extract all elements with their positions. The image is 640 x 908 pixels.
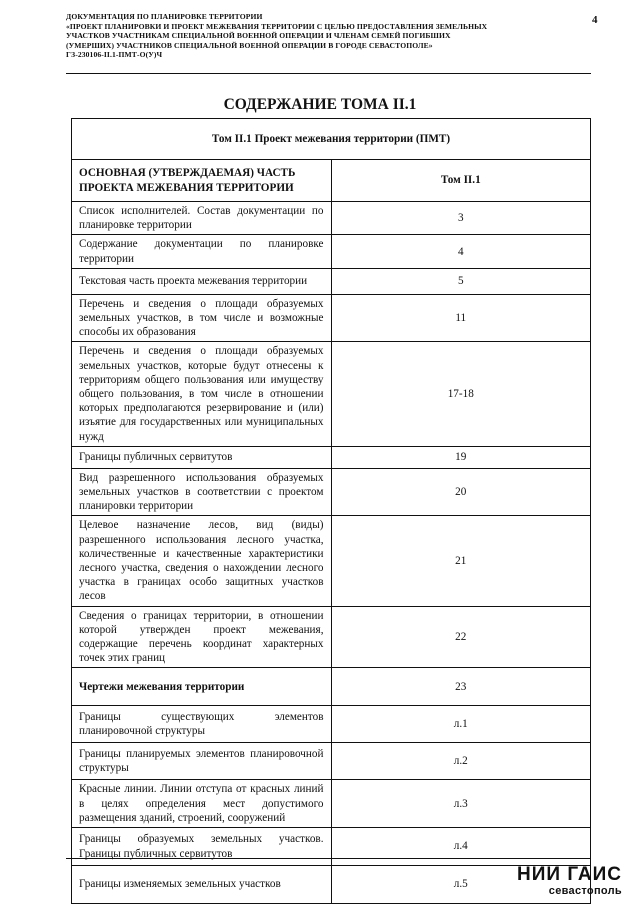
document-code: ГЗ-230106-II.1-ПМТ-О(У)Ч (66, 50, 163, 60)
table-row (72, 202, 591, 235)
column-header: Том II.1 (331, 160, 591, 202)
document-header (66, 12, 586, 60)
table-row (72, 516, 591, 606)
table-row (72, 294, 591, 342)
volume-title: Том II.1 Проект межевания территории (ПМТ) (72, 119, 591, 160)
section-header-row (72, 160, 591, 202)
row-value: 5 (331, 268, 591, 294)
row-text: Границы публичных сервитутов (72, 446, 332, 468)
row-value: л.1 (331, 706, 591, 743)
header-line: ДОКУМЕНТАЦИЯ ПО ПЛАНИРОВКЕ ТЕРРИТОРИИ (66, 12, 263, 21)
row-value: 22 (331, 606, 591, 668)
table-row (72, 606, 591, 668)
row-value: л.5 (331, 866, 591, 904)
row-value: л.3 (331, 780, 591, 828)
row-text: Вид разрешенного использования образуемых земельных участков в соответствии с проектом планировки территории (72, 468, 332, 516)
row-value: 11 (331, 294, 591, 342)
header-line: УЧАСТКОВ УЧАСТНИКАМ СПЕЦИАЛЬНОЙ ВОЕННОЙ ОПЕРАЦИИ И ЧЛЕНАМ СЕМЕЙ ПОГИБШИХ (66, 31, 451, 41)
row-text: Границы образуемых земельных участков. Границы публичных сервитутов (72, 828, 332, 866)
row-text: Границы изменяемых земельных участков (72, 866, 332, 904)
row-value: 17-18 (331, 342, 591, 446)
company-logo (490, 864, 622, 897)
table-row (72, 468, 591, 516)
row-text: Границы существующих элементов планировочной структуры (72, 706, 332, 743)
section-header-line: ПРОЕКТА МЕЖЕВАНИЯ ТЕРРИТОРИИ (79, 181, 294, 194)
row-value: 3 (331, 202, 591, 235)
row-text: Текстовая часть проекта межевания территории (72, 268, 332, 294)
row-text: Перечень и сведения о площади образуемых земельных участков, в том числе и возможные способы их образования (72, 294, 332, 342)
row-value: 23 (331, 668, 591, 706)
page-title: СОДЕРЖАНИЕ ТОМА II.1 (223, 96, 417, 113)
contents-table (71, 118, 591, 904)
section-header (72, 160, 332, 202)
row-text: Красные линии. Линии отступа от красных линий в целях определения мест допустимого размещения зданий, строений, сооружений (72, 780, 332, 828)
drawings-section-title: Чертежи межевания территории (72, 668, 332, 706)
row-value: 19 (331, 446, 591, 468)
row-text: Перечень и сведения о площади образуемых земельных участков, которые будут отнесены к территориям общего пользования или имуществу общего пользования, в том числе в отношении которых предполагаются резервирование и (или) изъятие для государственных или муниципальных нужд (72, 342, 332, 446)
table-row (72, 780, 591, 828)
header-divider (66, 73, 591, 74)
row-text: Содержание документации по планировке территории (72, 235, 332, 268)
row-text: Список исполнителей. Состав документации по планировке территории (72, 202, 332, 235)
row-value: 20 (331, 468, 591, 516)
row-value: 21 (331, 516, 591, 606)
row-value: 4 (331, 235, 591, 268)
row-text: Целевое назначение лесов, вид (виды) разрешенного использования лесного участка, количественные и качественные характеристики лесного участка, сведения о нахождении лесного участка в границах особо защитных участков лесов (72, 516, 332, 606)
header-line: «ПРОЕКТ ПЛАНИРОВКИ И ПРОЕКТ МЕЖЕВАНИЯ ТЕРРИТОРИИ С ЦЕЛЬЮ ПРЕДОСТАВЛЕНИЯ ЗЕМЕЛЬНЫХ (66, 21, 488, 31)
row-text: Сведения о границах территории, в отношении которой утвержден проект межевания, содержащие перечень координат характерных точек этих границ (72, 606, 332, 668)
table-row (72, 235, 591, 268)
logo-subtitle: севастополь (548, 885, 622, 897)
table-row (72, 342, 591, 446)
page-number: 4 (592, 14, 598, 26)
logo-title: НИИ ГАИС (517, 864, 622, 885)
table-row (72, 828, 591, 866)
footer-divider (66, 858, 591, 859)
table-row (72, 706, 591, 743)
row-value: л.4 (331, 828, 591, 866)
table-row (72, 268, 591, 294)
volume-title-row (72, 119, 591, 160)
table-row (72, 743, 591, 780)
table-row (72, 446, 591, 468)
section-header-line: ОСНОВНАЯ (УТВЕРЖДАЕМАЯ) ЧАСТЬ (79, 167, 296, 180)
header-line: (УМЕРШИХ) УЧАСТНИКОВ СПЕЦИАЛЬНОЙ ВОЕННОЙ ОПЕРАЦИИ В ГОРОДЕ СЕВАСТОПОЛЕ» (66, 40, 433, 50)
row-text: Границы планируемых элементов планировочной структуры (72, 743, 332, 780)
table-row (72, 668, 591, 706)
row-value: л.2 (331, 743, 591, 780)
